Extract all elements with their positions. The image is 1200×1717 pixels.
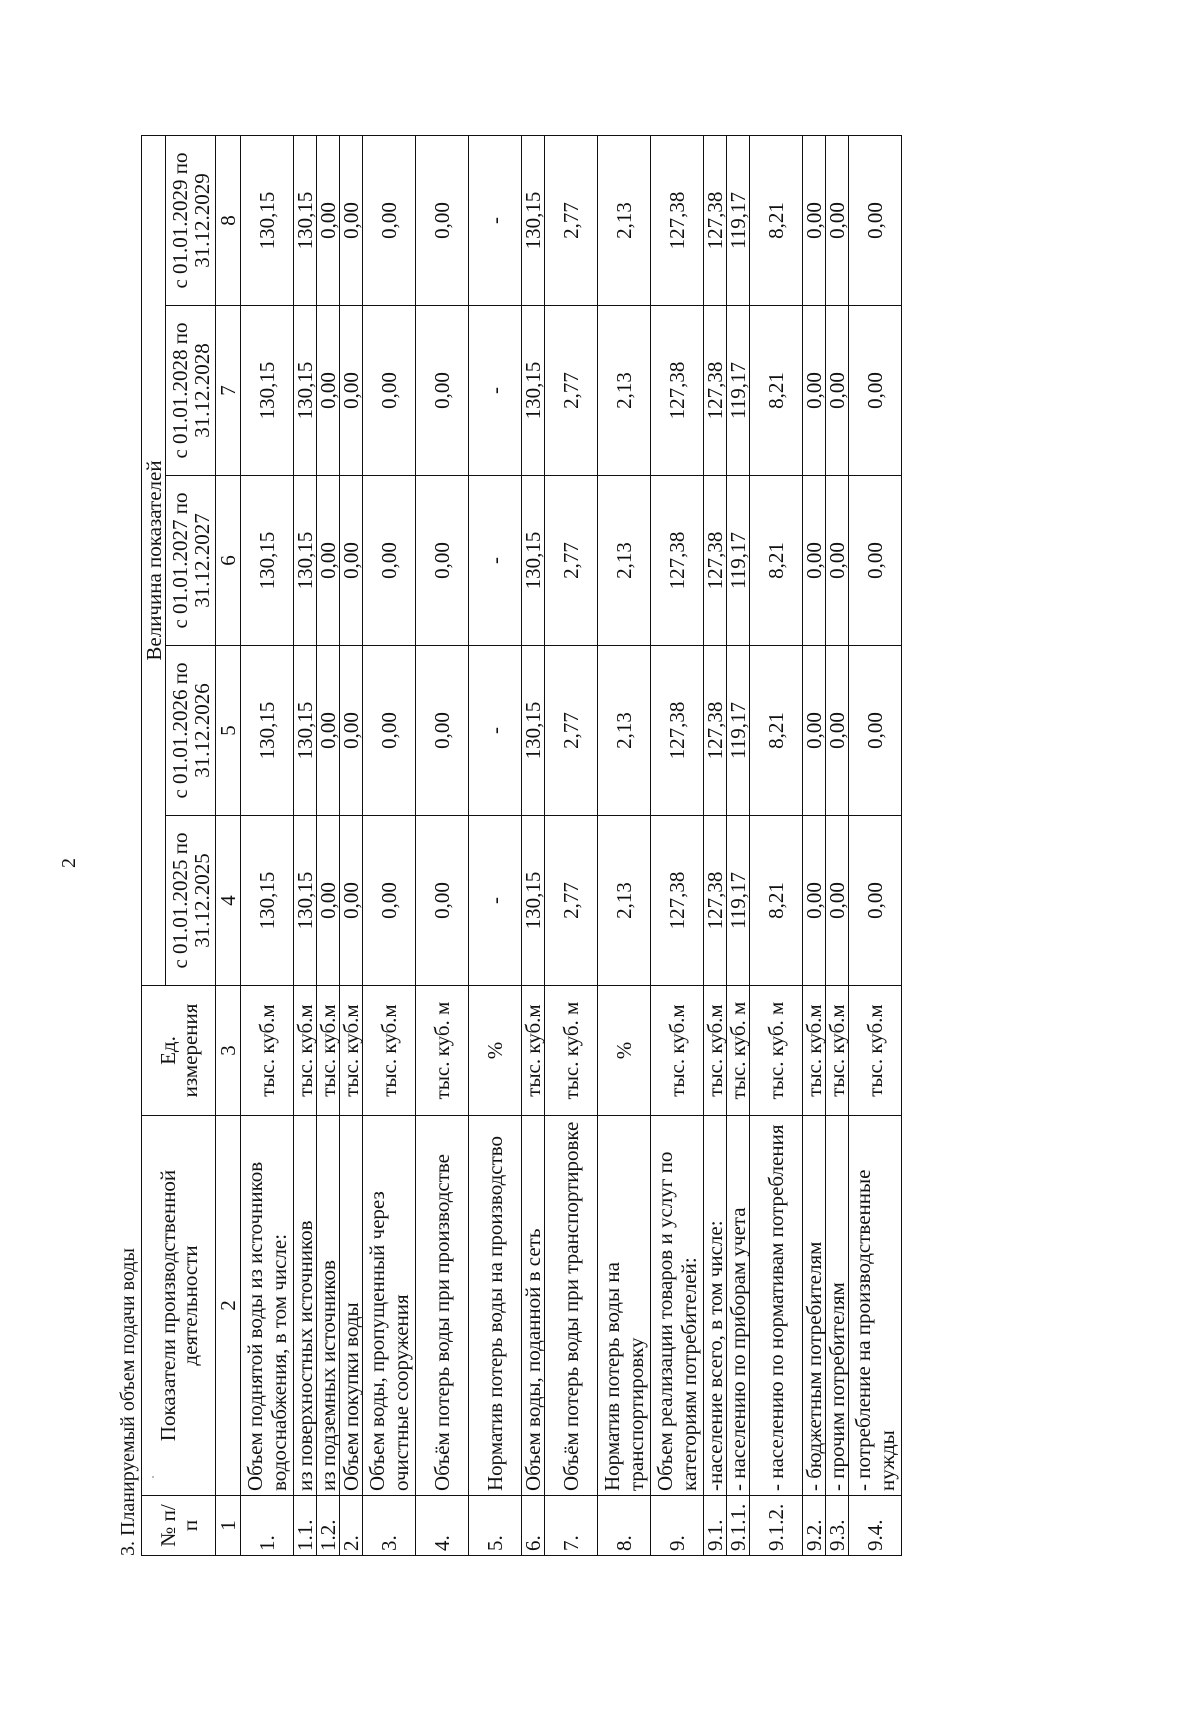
row-number: 9.3. — [826, 1496, 849, 1556]
value-cell: 0,00 — [849, 306, 902, 476]
value-cell: 2,13 — [598, 646, 651, 816]
value-cell: 0,00 — [826, 476, 849, 646]
value-cell: 8,21 — [750, 136, 803, 306]
value-cell: 8,21 — [750, 646, 803, 816]
value-cell: 2,77 — [545, 646, 598, 816]
row-number: 9.2. — [803, 1496, 826, 1556]
value-cell: 130,15 — [241, 646, 294, 816]
header-indicator: Показатели производственной деятельности — [142, 1116, 216, 1496]
value-cell: 0,00 — [849, 816, 902, 986]
value-cell: 127,38 — [704, 816, 727, 986]
value-cell: 0,00 — [803, 816, 826, 986]
unit-cell: тыс. куб. м — [727, 986, 750, 1116]
table-row — [598, 136, 651, 1556]
value-cell: 119,17 — [727, 646, 750, 816]
value-cell: 0,00 — [803, 136, 826, 306]
value-cell: 0,00 — [416, 136, 469, 306]
value-cell: 0,00 — [849, 646, 902, 816]
value-cell: 130,15 — [294, 476, 317, 646]
page-number: 2 — [58, 858, 80, 868]
column-number: 5 — [216, 646, 241, 816]
table-row — [849, 136, 902, 1556]
header-period: с 01.01.2028 по 31.12.2028 — [166, 306, 216, 476]
value-cell: - — [469, 476, 522, 646]
value-cell: 127,38 — [651, 306, 704, 476]
header-values-group: Величина показателей — [142, 136, 166, 986]
value-cell: 0,00 — [826, 306, 849, 476]
indicator-name: Норматив потерь воды на производство — [469, 1116, 522, 1496]
header-period: с 01.01.2026 по 31.12.2026 — [166, 646, 216, 816]
value-cell: 0,00 — [317, 646, 340, 816]
indicator-name: - населению по приборам учета — [727, 1116, 750, 1496]
rotated-page-content — [115, 136, 902, 1556]
value-cell: 2,13 — [598, 306, 651, 476]
row-number: 5. — [469, 1496, 522, 1556]
value-cell: 0,00 — [849, 136, 902, 306]
value-cell: 127,38 — [651, 476, 704, 646]
column-number: 4 — [216, 816, 241, 986]
unit-cell: тыс. куб.м — [363, 986, 416, 1116]
value-cell: 0,00 — [849, 476, 902, 646]
header-num: № п/п — [142, 1496, 216, 1556]
value-cell: 0,00 — [340, 646, 363, 816]
indicator-name: - прочим потребителям — [826, 1116, 849, 1496]
column-number: 8 — [216, 136, 241, 306]
unit-cell: тыс. куб. м — [545, 986, 598, 1116]
value-cell: 130,15 — [241, 476, 294, 646]
value-cell: 0,00 — [363, 646, 416, 816]
value-cell: 0,00 — [826, 816, 849, 986]
value-cell: 8,21 — [750, 476, 803, 646]
value-cell: 130,15 — [241, 306, 294, 476]
header-period: с 01.01.2029 по 31.12.2029 — [166, 136, 216, 306]
header-unit: Ед. измерения — [142, 986, 216, 1116]
value-cell: 127,38 — [651, 136, 704, 306]
value-cell: 0,00 — [363, 136, 416, 306]
unit-cell: тыс. куб.м — [340, 986, 363, 1116]
value-cell: 0,00 — [803, 476, 826, 646]
column-number: 3 — [216, 986, 241, 1116]
unit-cell: тыс. куб.м — [294, 986, 317, 1116]
value-cell: 2,13 — [598, 136, 651, 306]
value-cell: 0,00 — [340, 816, 363, 986]
column-number: 2 — [216, 1116, 241, 1496]
indicator-name: Объем воды, поданной в сеть — [522, 1116, 545, 1496]
row-number: 1.2. — [317, 1496, 340, 1556]
section-title: 3. Планируемый объем подачи воды — [117, 1248, 139, 1556]
value-cell: 0,00 — [363, 306, 416, 476]
value-cell: 130,15 — [294, 136, 317, 306]
value-cell: 0,00 — [826, 646, 849, 816]
row-number: 8. — [598, 1496, 651, 1556]
row-number: 9. — [651, 1496, 704, 1556]
value-cell: 119,17 — [727, 816, 750, 986]
row-number: 9.1.2. — [750, 1496, 803, 1556]
value-cell: 0,00 — [416, 646, 469, 816]
table-row — [416, 136, 469, 1556]
unit-cell: тыс. куб.м — [849, 986, 902, 1116]
indicator-name: Объем воды, пропущенный через очистные сооружения — [363, 1116, 416, 1496]
row-number: 1. — [241, 1496, 294, 1556]
value-cell: 0,00 — [340, 306, 363, 476]
indicator-name: Объем поднятой воды из источников водоснабжения, в том числе: — [241, 1116, 294, 1496]
value-cell: 2,77 — [545, 816, 598, 986]
value-cell: 2,77 — [545, 306, 598, 476]
indicator-name: из подземных источников — [317, 1116, 340, 1496]
unit-cell: тыс. куб.м — [826, 986, 849, 1116]
table-row — [317, 136, 340, 1556]
column-number: 6 — [216, 476, 241, 646]
header-period: с 01.01.2027 по 31.12.2027 — [166, 476, 216, 646]
value-cell: 0,00 — [826, 136, 849, 306]
value-cell: 2,77 — [545, 476, 598, 646]
value-cell: 130,15 — [241, 816, 294, 986]
row-number: 2. — [340, 1496, 363, 1556]
unit-cell: тыс. куб.м — [651, 986, 704, 1116]
unit-cell: тыс. куб.м — [704, 986, 727, 1116]
value-cell: 0,00 — [803, 646, 826, 816]
table-row — [651, 136, 704, 1556]
value-cell: 127,38 — [704, 476, 727, 646]
value-cell: 0,00 — [317, 136, 340, 306]
value-cell: - — [469, 646, 522, 816]
indicator-name: - потребление на производственные нужды — [849, 1116, 902, 1496]
indicator-name: - населению по нормативам потребления — [750, 1116, 803, 1496]
value-cell: 0,00 — [363, 816, 416, 986]
value-cell: - — [469, 816, 522, 986]
indicator-name: Объём потерь воды при транспортировке — [545, 1116, 598, 1496]
value-cell: 130,15 — [294, 646, 317, 816]
table-row — [826, 136, 849, 1556]
value-cell: 8,21 — [750, 816, 803, 986]
value-cell: - — [469, 306, 522, 476]
table-row — [469, 136, 522, 1556]
value-cell: 130,15 — [522, 306, 545, 476]
value-cell: 130,15 — [522, 646, 545, 816]
value-cell: 130,15 — [294, 816, 317, 986]
indicator-name: из поверхностных источников — [294, 1116, 317, 1496]
value-cell: 119,17 — [727, 476, 750, 646]
unit-cell: тыс. куб. м — [750, 986, 803, 1116]
value-cell: 0,00 — [340, 476, 363, 646]
value-cell: 0,00 — [416, 476, 469, 646]
unit-cell: тыс. куб.м — [317, 986, 340, 1116]
indicator-name: Объем покупки воды — [340, 1116, 363, 1496]
value-cell: 0,00 — [317, 816, 340, 986]
column-number-row — [216, 136, 241, 1556]
indicator-name: Объём потерь воды при производстве — [416, 1116, 469, 1496]
row-number: 6. — [522, 1496, 545, 1556]
indicator-name: Объем реализации товаров и услуг по категориям потребителей: — [651, 1116, 704, 1496]
unit-cell: тыс. куб. м — [416, 986, 469, 1116]
indicator-name: - бюджетным потребителям — [803, 1116, 826, 1496]
value-cell: 8,21 — [750, 306, 803, 476]
unit-cell: тыс. куб.м — [522, 986, 545, 1116]
value-cell: 130,15 — [522, 816, 545, 986]
table-row — [363, 136, 416, 1556]
value-cell: 0,00 — [363, 476, 416, 646]
value-cell: 127,38 — [704, 306, 727, 476]
unit-cell: % — [598, 986, 651, 1116]
table-row — [522, 136, 545, 1556]
value-cell: 119,17 — [727, 136, 750, 306]
water-supply-table — [141, 135, 902, 1556]
row-number: 3. — [363, 1496, 416, 1556]
row-number: 4. — [416, 1496, 469, 1556]
value-cell: 127,38 — [651, 816, 704, 986]
value-cell: 127,38 — [651, 646, 704, 816]
value-cell: 0,00 — [416, 816, 469, 986]
value-cell: 2,13 — [598, 476, 651, 646]
row-number: 9.1. — [704, 1496, 727, 1556]
table-row — [727, 136, 750, 1556]
row-number: 9.1.1. — [727, 1496, 750, 1556]
row-number: 7. — [545, 1496, 598, 1556]
value-cell: 119,17 — [727, 306, 750, 476]
indicator-name: Норматив потерь воды на транспортировку — [598, 1116, 651, 1496]
table-row — [704, 136, 727, 1556]
table-row — [241, 136, 294, 1556]
value-cell: 130,15 — [522, 476, 545, 646]
table-row — [294, 136, 317, 1556]
column-number: 7 — [216, 306, 241, 476]
value-cell: 0,00 — [416, 306, 469, 476]
table-row — [803, 136, 826, 1556]
header-period: с 01.01.2025 по 31.12.2025 — [166, 816, 216, 986]
value-cell: 0,00 — [803, 306, 826, 476]
table-body — [216, 136, 902, 1556]
unit-cell: тыс. куб.м — [803, 986, 826, 1116]
value-cell: 0,00 — [317, 476, 340, 646]
value-cell: 2,13 — [598, 816, 651, 986]
indicator-name: -население всего, в том числе: — [704, 1116, 727, 1496]
value-cell: - — [469, 136, 522, 306]
row-number: 1.1. — [294, 1496, 317, 1556]
table-row — [750, 136, 803, 1556]
table-row — [545, 136, 598, 1556]
value-cell: 127,38 — [704, 646, 727, 816]
value-cell: 130,15 — [522, 136, 545, 306]
unit-cell: % — [469, 986, 522, 1116]
value-cell: 130,15 — [241, 136, 294, 306]
value-cell: 0,00 — [340, 136, 363, 306]
value-cell: 127,38 — [704, 136, 727, 306]
row-number: 9.4. — [849, 1496, 902, 1556]
value-cell: 0,00 — [317, 306, 340, 476]
unit-cell: тыс. куб.м — [241, 986, 294, 1116]
column-number: 1 — [216, 1496, 241, 1556]
table-row — [340, 136, 363, 1556]
value-cell: 2,77 — [545, 136, 598, 306]
value-cell: 130,15 — [294, 306, 317, 476]
